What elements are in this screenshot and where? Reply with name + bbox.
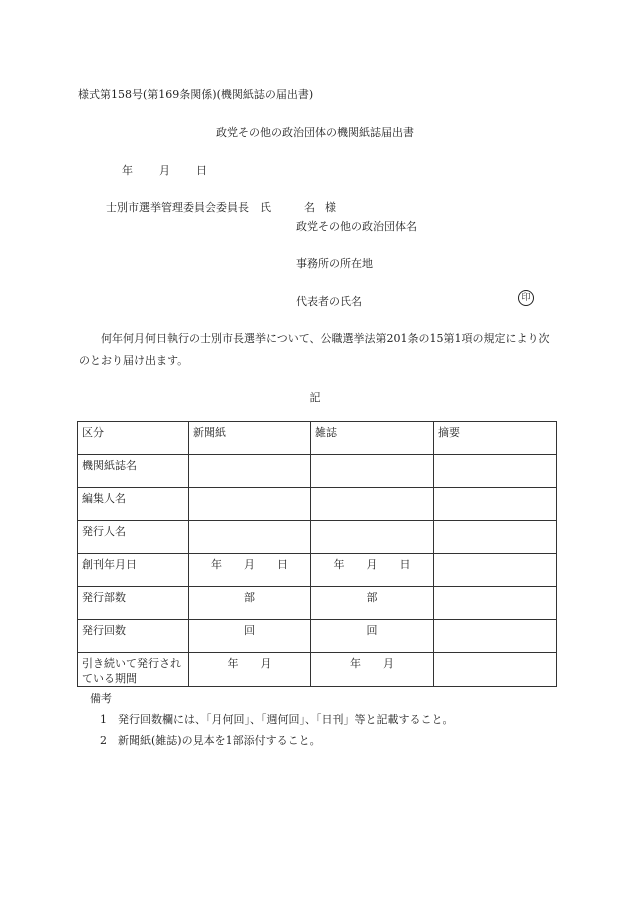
- remarks-cell[interactable]: [434, 488, 557, 521]
- ki-heading: 記: [309, 391, 321, 404]
- table-row: [78, 620, 557, 653]
- office-address-label: 事務所の所在地: [296, 257, 373, 270]
- newspaper-cell[interactable]: 年 月: [189, 653, 311, 687]
- magazine-cell[interactable]: 回: [311, 620, 434, 653]
- table-row: [78, 488, 557, 521]
- date-month: 月: [159, 164, 170, 177]
- header-category: 区分: [78, 422, 189, 455]
- note-item: [100, 732, 321, 748]
- newspaper-cell[interactable]: [189, 521, 311, 554]
- note-number: 2: [100, 734, 107, 747]
- document-title: 政党その他の政治団体の機関紙誌届出書: [216, 126, 414, 139]
- table-row: [78, 521, 557, 554]
- row-label: 機関紙誌名: [78, 455, 189, 488]
- row-label: 創刊年月日: [78, 554, 189, 587]
- table-row: [78, 653, 557, 687]
- remarks-cell[interactable]: [434, 521, 557, 554]
- note-text: 新聞紙(雑誌)の見本を1部添付すること。: [118, 734, 321, 747]
- row-label: 発行部数: [78, 587, 189, 620]
- note-text: 発行回数欄には、「月何回」、「週何回」、「日刊」等と記載すること。: [118, 713, 454, 726]
- remarks-cell[interactable]: [434, 587, 557, 620]
- declaration-text: 何年何月何日執行の士別市長選挙について、公職選挙法第201条の15第1項の規定により次のとおり届け出ます。: [79, 332, 550, 367]
- note-number: 1: [100, 713, 107, 726]
- form-number: 様式第158号(第169条関係)(機関紙誌の届出書): [78, 88, 314, 101]
- newspaper-cell[interactable]: [189, 488, 311, 521]
- seal-mark: 印: [518, 290, 534, 306]
- remarks-cell[interactable]: [434, 653, 557, 687]
- newspaper-cell[interactable]: 年 月 日: [189, 554, 311, 587]
- remarks-cell[interactable]: [434, 620, 557, 653]
- magazine-cell[interactable]: [311, 488, 434, 521]
- newspaper-cell[interactable]: 回: [189, 620, 311, 653]
- addressee-honorific: 様: [325, 201, 336, 214]
- row-label: 発行回数: [78, 620, 189, 653]
- magazine-cell[interactable]: 年 月 日: [311, 554, 434, 587]
- remarks-cell[interactable]: [434, 554, 557, 587]
- newspaper-cell[interactable]: [189, 455, 311, 488]
- header-newspaper: 新聞紙: [189, 422, 311, 455]
- newspaper-cell[interactable]: 部: [189, 587, 311, 620]
- org-name-label: 政党その他の政治団体名: [296, 220, 417, 233]
- representative-name-label: 代表者の氏名: [296, 295, 362, 308]
- note-item: [100, 711, 454, 727]
- row-label: 引き続いて発行されている期間: [78, 653, 189, 687]
- table-row: [78, 455, 557, 488]
- date-year: 年: [122, 164, 133, 177]
- date-line: [122, 162, 207, 178]
- date-day: 日: [196, 164, 207, 177]
- table-row: [78, 554, 557, 587]
- magazine-cell[interactable]: 年 月: [311, 653, 434, 687]
- magazine-cell[interactable]: [311, 455, 434, 488]
- table-header-row: [78, 422, 557, 455]
- header-magazine: 雑誌: [311, 422, 434, 455]
- table-row: [78, 587, 557, 620]
- magazine-cell[interactable]: 部: [311, 587, 434, 620]
- addressee: [106, 199, 336, 215]
- magazine-cell[interactable]: [311, 521, 434, 554]
- notes-heading: 備考: [90, 692, 112, 705]
- addressee-name: 士別市選挙管理委員会委員長 氏 名: [106, 201, 315, 214]
- row-label: 編集人名: [78, 488, 189, 521]
- row-label: 発行人名: [78, 521, 189, 554]
- header-remarks: 摘要: [434, 422, 557, 455]
- publication-table: [77, 421, 557, 687]
- remarks-cell[interactable]: [434, 455, 557, 488]
